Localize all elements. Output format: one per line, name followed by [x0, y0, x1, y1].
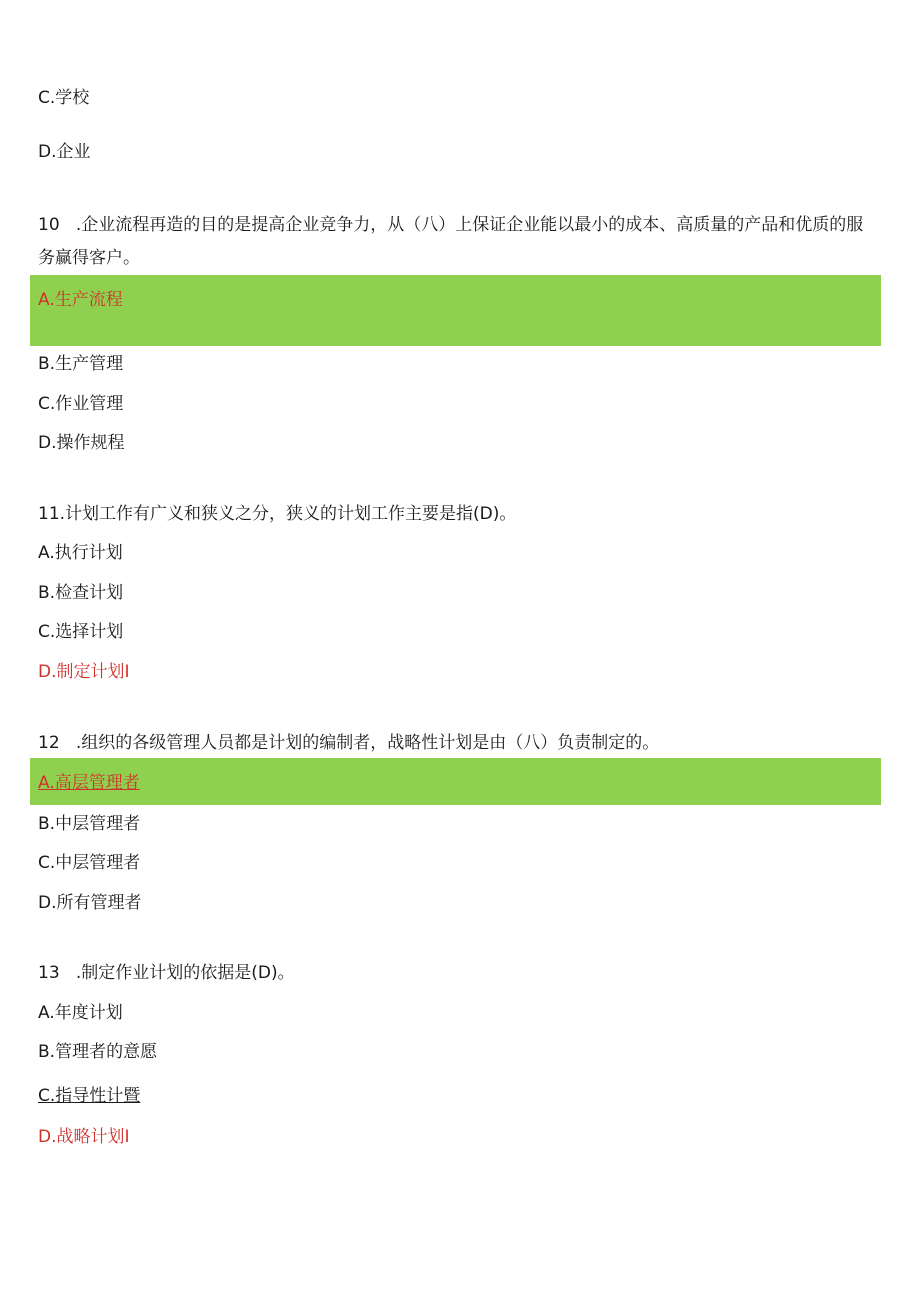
- q10-question: [38, 209, 880, 275]
- q12-option-b: B.中层管理者: [38, 814, 141, 834]
- q11-option-c: C.选择计划: [38, 622, 124, 642]
- q12-option-a: A.高层管理者: [38, 773, 140, 793]
- q12-number: 12: [38, 733, 60, 753]
- q13-option-a: A.年度计划: [38, 1003, 123, 1023]
- q12-option-d: D.所有管理者: [38, 893, 142, 913]
- q12-question-text: .组织的各级管理人员都是计划的编制者，战略性计划是由（八）负责制定的。: [75, 733, 660, 753]
- q11-option-d: D.制定计划I: [38, 662, 130, 682]
- q13-question: [38, 961, 295, 985]
- q13-number: 13: [38, 963, 60, 983]
- q13-option-d: D.战略计划I: [38, 1127, 130, 1147]
- q13-option-c: C.指导性计暨: [38, 1086, 141, 1106]
- q10-answer-highlight: [30, 275, 881, 346]
- q9-option-c: C.学校: [38, 88, 90, 108]
- q11-question: 11.计划工作有广义和狭义之分，狭义的计划工作主要是指(D)。: [38, 504, 517, 524]
- q11-option-a: A.执行计划: [38, 543, 123, 563]
- q12-answer-highlight: [30, 758, 881, 805]
- q13-option-b: B.管理者的意愿: [38, 1042, 158, 1062]
- q12-question: [38, 731, 659, 755]
- q10-question-text: .企业流程再造的目的是提高企业竞争力，从（八）上保证企业能以最小的成本、高质量的产品和优质的服务赢得客户。: [38, 215, 864, 268]
- q10-option-d: D.操作规程: [38, 433, 125, 453]
- q10-option-a: A.生产流程: [38, 290, 123, 310]
- q12-option-c: C.中层管理者: [38, 853, 141, 873]
- q9-option-d: D.企业: [38, 142, 91, 162]
- q11-option-b: B.检查计划: [38, 583, 124, 603]
- q10-option-b: B.生产管理: [38, 354, 124, 374]
- q10-option-c: C.作业管理: [38, 394, 124, 414]
- q13-question-text: .制定作业计划的依据是(D)。: [75, 963, 295, 983]
- q10-number: 10: [38, 215, 60, 235]
